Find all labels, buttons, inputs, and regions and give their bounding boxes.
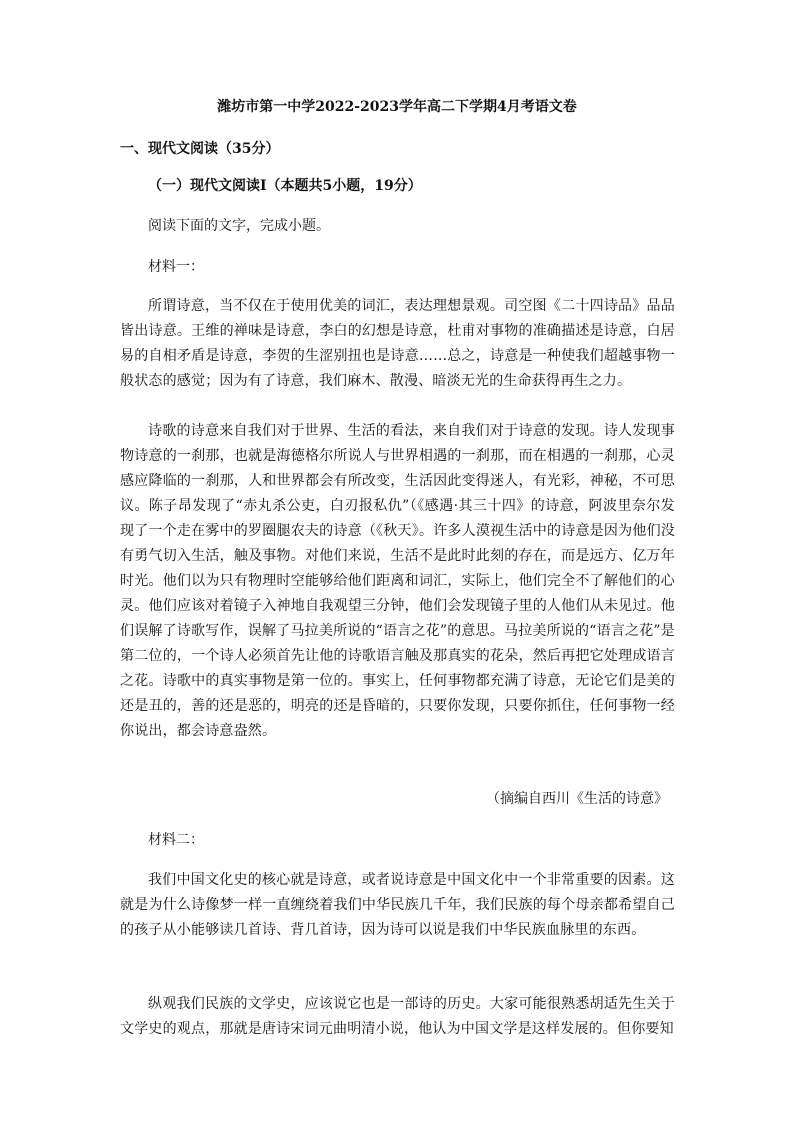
material1-paragraph-2: 诗歌的诗意来自我们对于世界、生活的看法，来自我们对于诗意的发现。诗人发现事物诗意的一刹那，也就是海德格尔所说人与世界相遇的一刹那，而在相遇的一刹那，心灵感应降临的一刹那，人和世界都会有所改变，生活因此变得迷人，有光彩，神秘，不可思议。陈子昂发现了“赤丸杀公吏，白刃报私仇”（《感遇·其三十四》的诗意，阿波里奈尔发现了一个走在雾中的罗圈腿农夫的诗意（《秋天》。许多人漠视生活中的诗意是因为他们没有勇气切入生活，触及事物。对他们来说，生活不是此时此刻的存在，而是远方、亿万年时光。他们以为只有物理时空能够给他们距离和词汇，实际上，他们完全不了解他们的心灵。他们应该对着镜子入神地自我观望三分钟，他们会发现镜子里的人他们从未见过。他们误解了诗歌写作，误解了马拉美所说的“语言之花”的意思。马拉美所说的“语言之花”是第二位的，一个诗人必须首先让他的诗歌语言触及那真实的花朵，然后再把它处理成语言之花。诗歌中的真实事物是第一位的。事实上，任何事物都充满了诗意，无论它们是美的还是丑的，善的还是恶的，明亮的还是昏暗的，只要你发现，只要你抓住，任何事物一经你说出，都会诗意盎然。: [120, 423, 675, 739]
material2-label: 材料二：: [148, 832, 204, 848]
material1-label: 材料一：: [148, 259, 204, 275]
subsection-heading: （一）现代文阅读Ⅰ（本题共5小题，19分）: [148, 178, 422, 194]
material1-paragraph-1: 所谓诗意，当不仅在于使用优美的词汇，表达理想景观。司空图《二十四诗品》品品皆出诗意。王维的禅味是诗意，李白的幻想是诗意，杜甫对事物的准确描述是诗意，白居易的自相矛盾是诗意，李贺的生涩别扭也是诗意……总之，诗意是一种使我们超越事物一般状态的感觉；因为有了诗意，我们麻木、散漫、暗淡无光的生命获得再生之力。: [120, 298, 675, 389]
section-heading: 一、现代文阅读（35分）: [120, 141, 280, 157]
document-title: 潍坊市第一中学2022-2023学年高二下学期4月考语文卷: [217, 99, 577, 115]
material2-paragraph-2: 纵观我们民族的文学史，应该说它也是一部诗的历史。大家可能很熟悉胡适先生关于文学史的观点，那就是唐诗宋词元曲明清小说，他认为中国文学是这样发展的。但你要知: [120, 996, 675, 1037]
material2-paragraph-1: 我们中国文化史的核心就是诗意，或者说诗意是中国文化中一个非常重要的因素。这就是为什么诗像梦一样一直缠绕着我们中华民族几千年，我们民族的每个母亲都希望自己的孩子从小能够读几首诗、背几首诗，因为诗可以说是我们中华民族血脉里的东西。: [120, 872, 675, 938]
instruction-text: 阅读下面的文字，完成小题。: [148, 218, 330, 234]
material1-source: （摘编自西川《生活的诗意》: [486, 791, 668, 807]
